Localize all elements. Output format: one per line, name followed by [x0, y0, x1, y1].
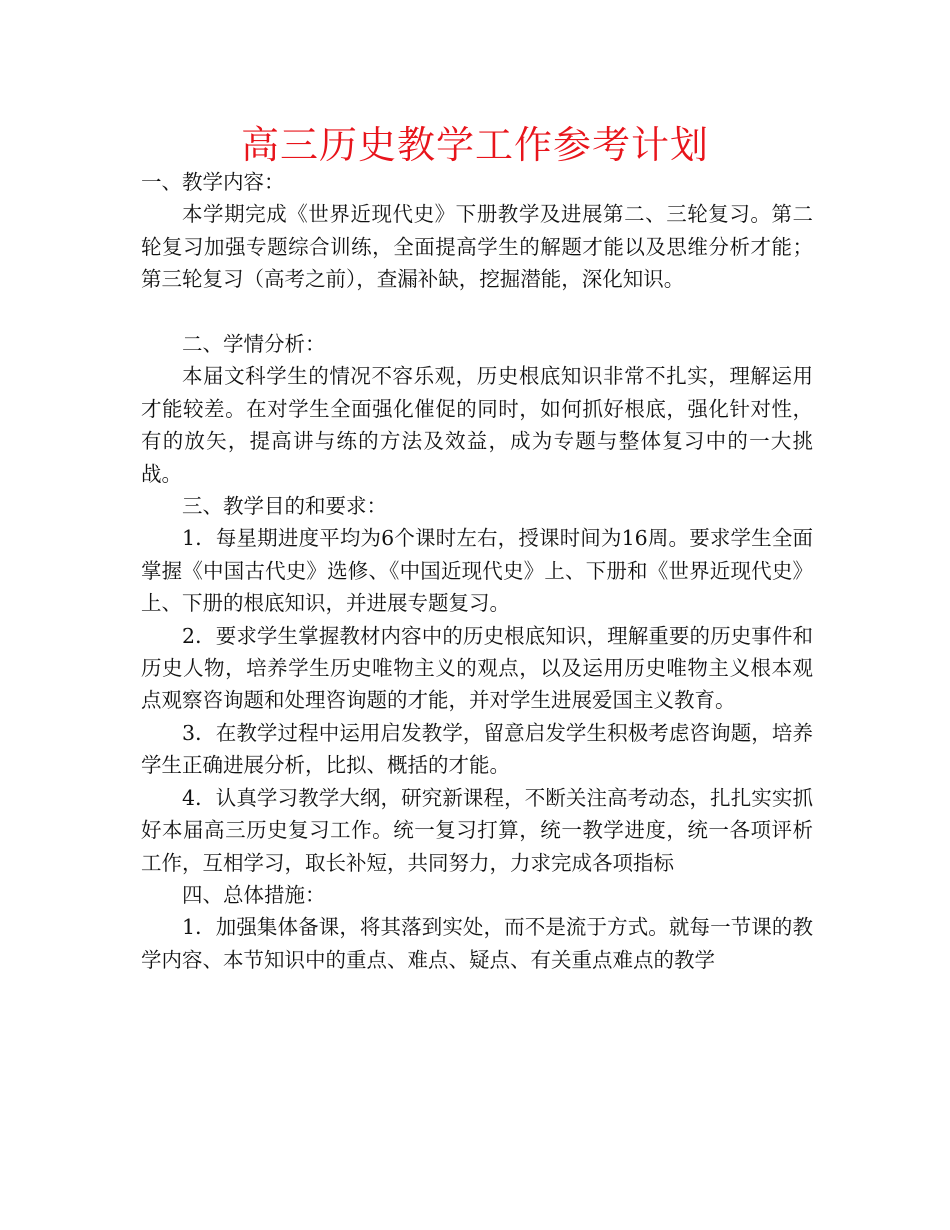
section-heading-student-analysis: 二、学情分析：	[182, 332, 326, 357]
list-item-measure-1: 1．加强集体备课，将其落到实处，而不是流于方式。就每一节课的教学内容、本节知识中的重点、难点、疑点、有关重点难点的教学	[141, 915, 813, 972]
list-item-goal-1: 1．每星期进度平均为6个课时左右，授课时间为16周。要求学生全面掌握《中国古代史》选修、《中国近现代史》上、下册和《世界近现代史》上、下册的根底知识，并进展专题复习。	[141, 526, 813, 616]
list-item-goal-3: 3．在教学过程中运用启发教学，留意启发学生积极考虑咨询题，培养学生正确进展分析，比拟、概括的才能。	[141, 720, 813, 778]
list-item-goal-2: 2．要求学生掌握教材内容中的历史根底知识，理解重要的历史事件和历史人物，培养学生历史唯物主义的观点，以及运用历史唯物主义根本观点观察咨询题和处理咨询题的才能，并对学生进展爱国主义教育。	[141, 623, 813, 713]
section-heading-teaching-content: 一、教学内容：	[141, 170, 285, 194]
paragraph-spacer	[141, 296, 813, 328]
document-body	[141, 166, 813, 976]
section-heading-goals: 三、教学目的和要求：	[182, 494, 387, 519]
list-item-goal-4: 4．认真学习教学大纲，研究新课程，不断关注高考动态，扎扎实实抓好本届高三历史复习工作。统一复习打算，统一教学进度，统一各项评析工作，互相学习，取长补短，共同努力，力求完成各项指标	[141, 785, 813, 875]
paragraph-student-analysis: 本届文科学生的情况不容乐观，历史根底知识非常不扎实，理解运用才能较差。在对学生全面强化催促的同时，如何抓好根底，强化针对性，有的放矢，提高讲与练的方法及效益，成为专题与整体复习中的一大挑战。	[141, 364, 813, 486]
section-heading-measures: 四、总体措施：	[182, 882, 326, 907]
paragraph-teaching-content: 本学期完成《世界近现代史》下册教学及进展第二、三轮复习。第二轮复习加强专题综合训练，全面提高学生的解题才能以及思维分析才能；第三轮复习（高考之前），查漏补缺，挖掘潜能，深化知识。	[141, 202, 813, 292]
document-title: 高三历史教学工作参考计划	[240, 123, 709, 167]
